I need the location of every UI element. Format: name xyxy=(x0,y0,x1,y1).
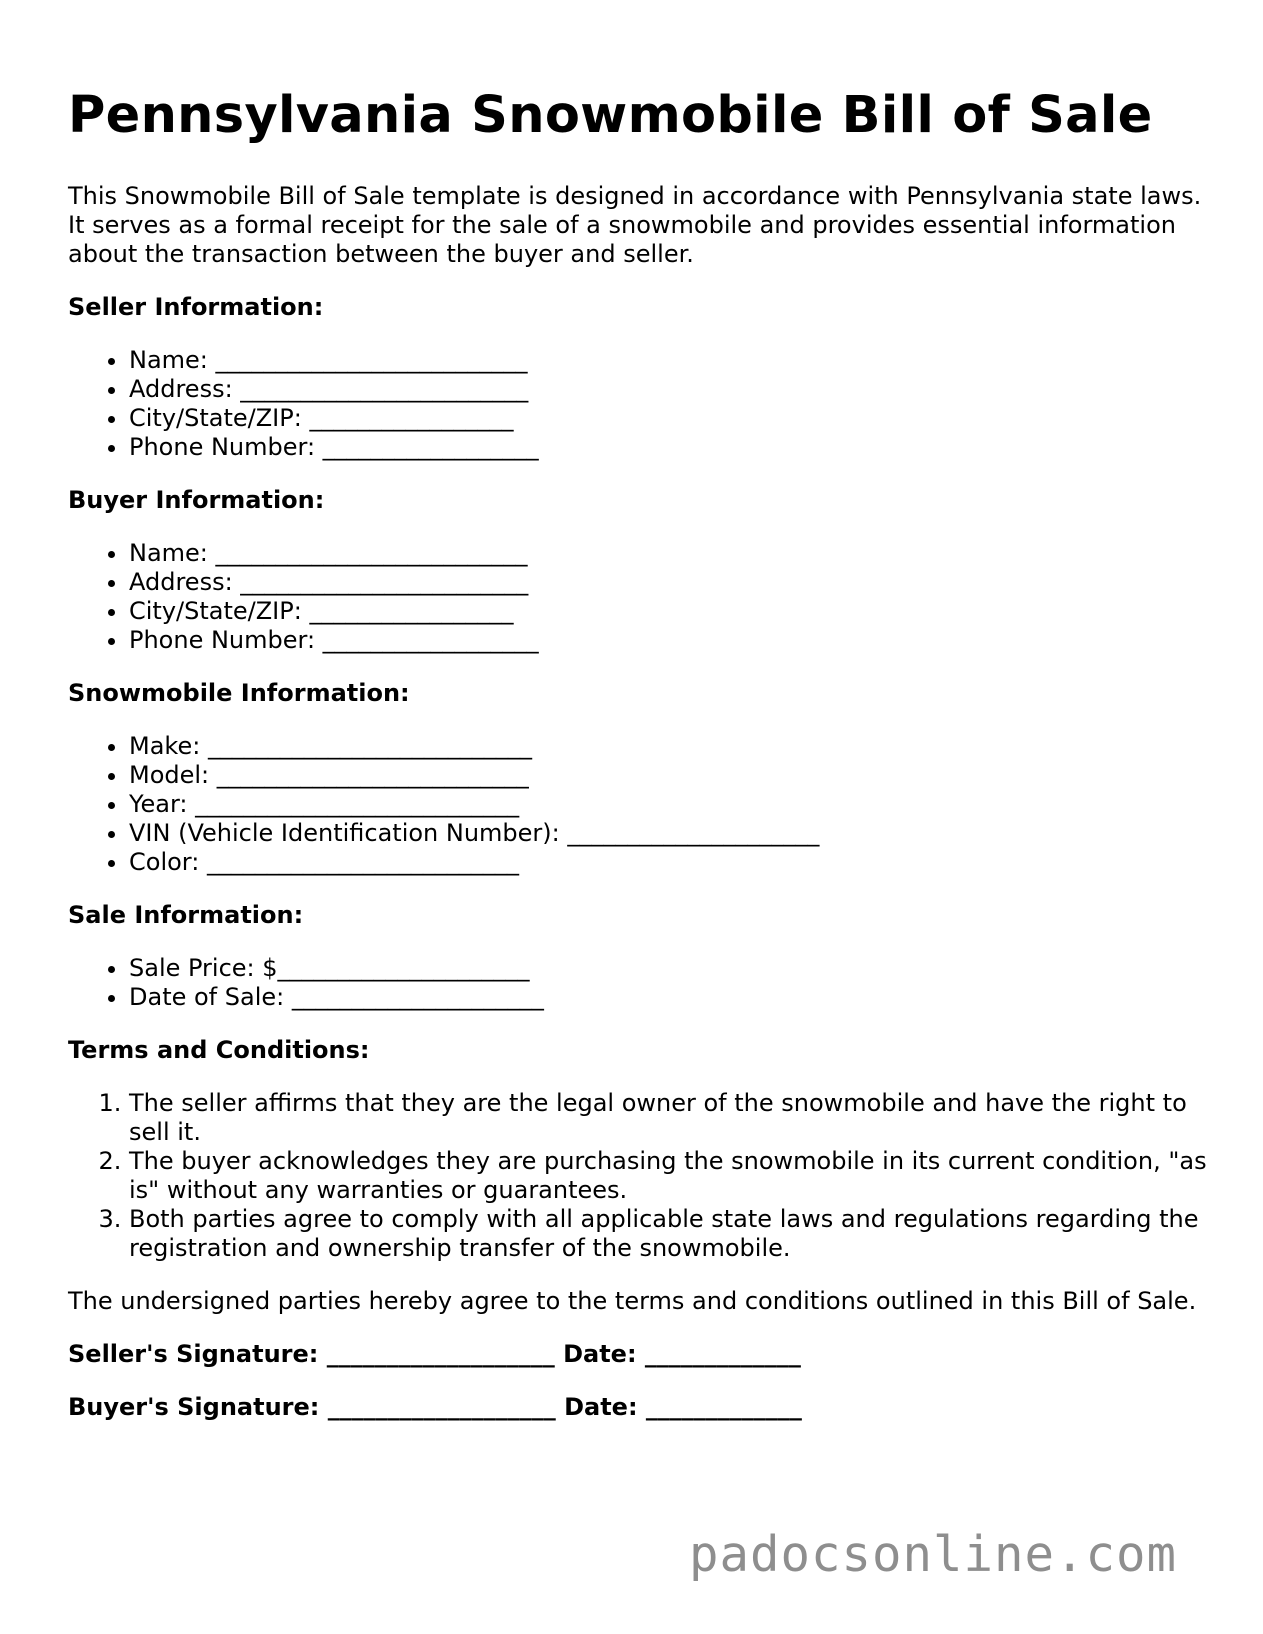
buyer-address-field: • Address: ________________________ xyxy=(129,568,1208,597)
buyer-name-field: • Name: __________________________ xyxy=(129,539,1208,568)
buyer-city-field: • City/State/ZIP: _________________ xyxy=(129,597,1208,626)
seller-list xyxy=(68,346,1208,462)
sale-date-field: • Date of Sale: _____________________ xyxy=(129,983,1208,1012)
terms-list xyxy=(68,1089,1208,1263)
document-page xyxy=(68,82,1208,1446)
term-item: 3. Both parties agree to comply with all applicable state laws and regulations regarding the registration and ownership transfer of the snowmobile. xyxy=(129,1205,1208,1263)
term-item: 1. The seller affirms that they are the legal owner of the snowmobile and have the right to sell it. xyxy=(129,1089,1208,1147)
buyer-signature-line: Buyer's Signature: ___________________ Date: _____________ xyxy=(68,1393,802,1421)
snowmobile-make-field: • Make: ___________________________ xyxy=(129,732,1208,761)
sale-heading: Sale Information: xyxy=(68,901,304,929)
seller-heading: Seller Information: xyxy=(68,293,324,321)
agreement-paragraph: The undersigned parties hereby agree to the terms and conditions outlined in this Bill of Sale. xyxy=(68,1287,1197,1315)
intro-paragraph: This Snowmobile Bill of Sale template is designed in accordance with Pennsylvania state laws. It serves as a formal receipt for the sale of a snowmobile and provides essential information about the transaction between the buyer and seller. xyxy=(68,182,1202,268)
snowmobile-vin-field: • VIN (Vehicle Identification Number): _____________________ xyxy=(129,819,1208,848)
page-title: Pennsylvania Snowmobile Bill of Sale xyxy=(68,86,1153,145)
seller-city-field: • City/State/ZIP: _________________ xyxy=(129,404,1208,433)
seller-phone-field: • Phone Number: __________________ xyxy=(129,433,1208,462)
buyer-phone-field: • Phone Number: __________________ xyxy=(129,626,1208,655)
seller-address-field: • Address: ________________________ xyxy=(129,375,1208,404)
snowmobile-color-field: • Color: __________________________ xyxy=(129,848,1208,877)
seller-name-field: • Name: __________________________ xyxy=(129,346,1208,375)
snowmobile-model-field: • Model: __________________________ xyxy=(129,761,1208,790)
terms-heading: Terms and Conditions: xyxy=(68,1036,370,1064)
sale-price-field: • Sale Price: $_____________________ xyxy=(129,954,1208,983)
sale-list xyxy=(68,954,1208,1012)
term-item: 2. The buyer acknowledges they are purchasing the snowmobile in its current condition, "as is" without any warranties or guarantees. xyxy=(129,1147,1208,1205)
buyer-list xyxy=(68,539,1208,655)
watermark: padocsonline.com xyxy=(688,1526,1177,1583)
seller-signature-line: Seller's Signature: ___________________ Date: _____________ xyxy=(68,1340,801,1368)
snowmobile-year-field: • Year: ___________________________ xyxy=(129,790,1208,819)
buyer-heading: Buyer Information: xyxy=(68,486,325,514)
snowmobile-list xyxy=(68,732,1208,877)
snowmobile-heading: Snowmobile Information: xyxy=(68,679,410,707)
